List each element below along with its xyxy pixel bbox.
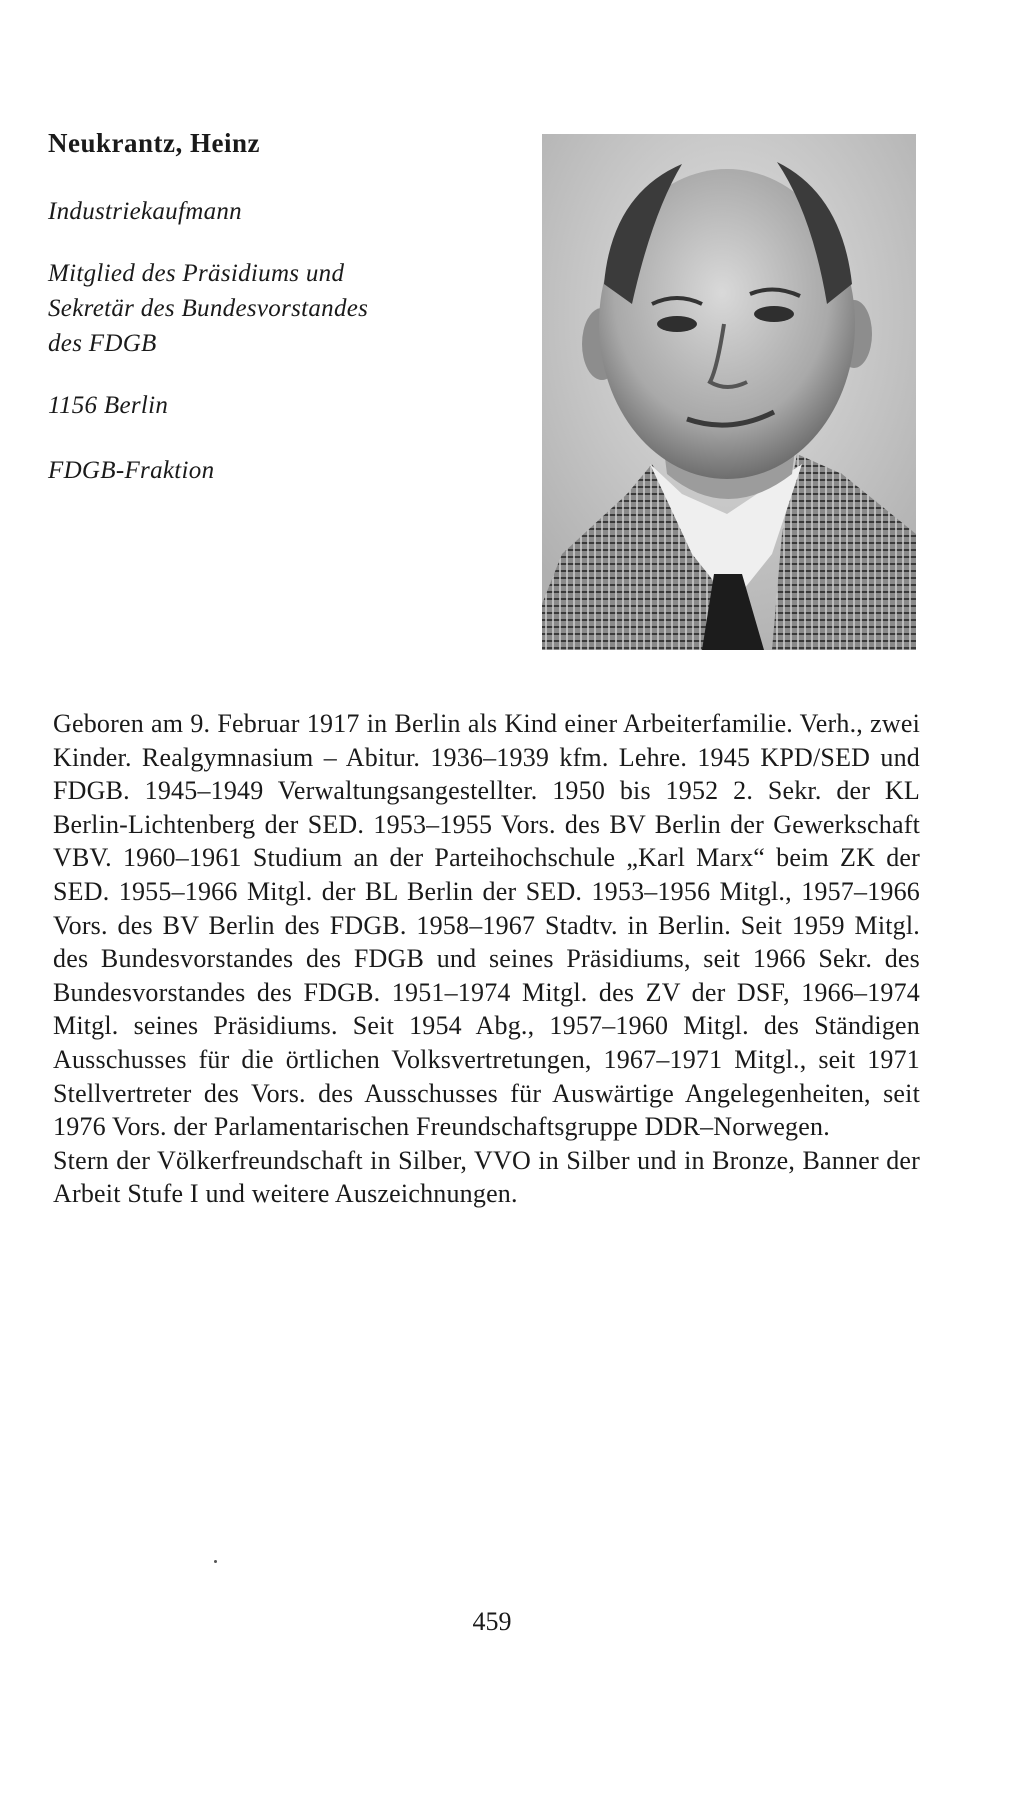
biography-paragraph: Geboren am 9. Februar 1917 in Berlin als Kind einer Arbeiterfamilie. Verh., zwei Kinder. Realgymnasium – Abitur. 1936–1939 kfm. Lehre. 1945 KPD/SED und FDGB. 1945–1949 Verwaltungsangestellter. 1950 bis 1952 2. Sekr. der KL Berlin-Lichtenberg der SED. 1953–1955 Vors. des BV Berlin der Gewerkschaft VBV. 1960–1961 Studium an der Parteihochschule „Karl Marx“ beim ZK der SED. 1955–1966 Mitgl. der BL Berlin der SED. 1953–1956 Mitgl., 1957–1966 Vors. des BV Berlin des FDGB. 1958–1967 Stadtv. in Berlin. Seit 1959 Mitgl. des Bundesvorstandes des FDGB und seines Präsidiums, seit 1966 Sekr. des Bundesvorstandes des FDGB. 1951–1974 Mitgl. des ZV der DSF, 1966–1974 Mitgl. seines Präsidiums. Seit 1954 Abg., 1957–1960 Mitgl. des Ständigen Ausschusses für die örtlichen Volksvertretungen, 1967–1971 Mitgl., seit 1971 Stellvertreter des Vors. des Ausschusses für Auswärtige Angelegenheiten, seit 1976 Vors. der Parlamentarischen Freundschaftsgruppe DDR–Norwegen. (53, 709, 920, 1142)
function-line: Sekretär des Bundesvorstandes (48, 295, 369, 322)
biography-paragraph: Stern der Völkerfreundschaft in Silber, VVO in Silber und in Bronze, Banner der Arbeit Stufe I und weitere Auszeichnungen. (53, 1145, 920, 1209)
address: 1156 Berlin (48, 392, 169, 419)
profession: Industriekaufmann (48, 198, 242, 225)
biography (53, 707, 920, 1211)
stray-mark (214, 1560, 217, 1563)
person-name: Neukrantz, Heinz (48, 128, 260, 158)
portrait-photo-icon (542, 134, 916, 650)
portrait-photo (542, 134, 916, 650)
function-line: des FDGB (48, 330, 157, 357)
function-block (48, 256, 468, 361)
faction: FDGB-Fraktion (48, 457, 215, 484)
function-line: Mitglied des Präsidiums und (48, 260, 345, 287)
page-number: 459 (472, 1607, 512, 1636)
